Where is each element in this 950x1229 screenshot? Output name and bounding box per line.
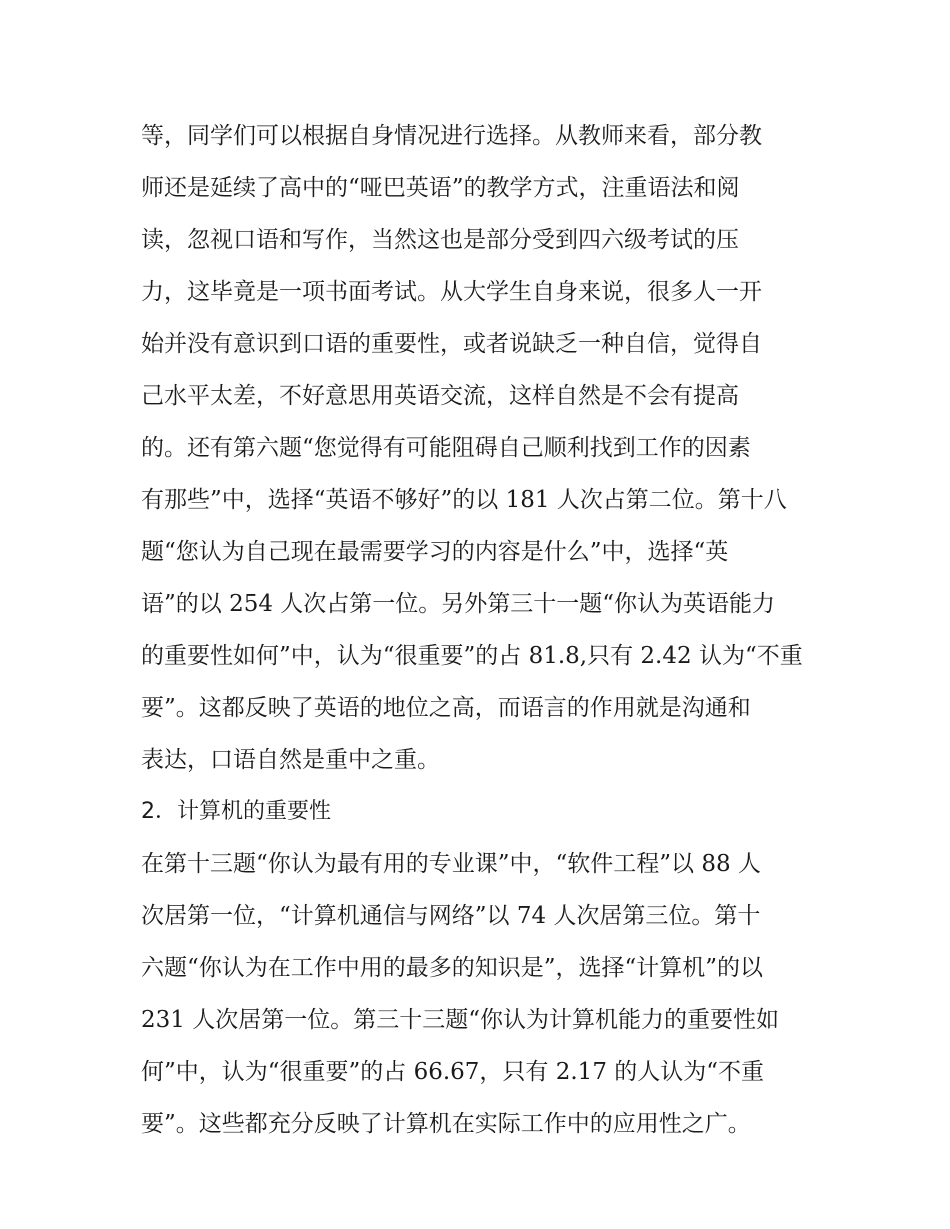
section-heading: 2．计算机的重要性 (141, 799, 331, 824)
paragraph-2-line: 次居第一位，“计算机通信与网络”以 74 人次居第三位。第十 (141, 903, 761, 929)
paragraph-1-line: 己水平太差，不好意思用英语交流，这样自然是不会有提高 (141, 383, 739, 409)
paragraph-2-line: 何”中，认为“很重要”的占 66.67，只有 2.17 的人认为“不重 (141, 1059, 765, 1085)
paragraph-1-line: 表达，口语自然是重中之重。 (141, 747, 440, 773)
paragraph-2-line: 在第十三题“你认为最有用的专业课”中，“软件工程”以 88 人 (141, 851, 761, 877)
paragraph-1-line: 的重要性如何”中，认为“很重要”的占 81.8,只有 2.42 认为“不重 (141, 643, 803, 669)
paragraph-1-line: 有那些”中，选择“英语不够好”的以 181 人次占第二位。第十八 (141, 487, 787, 513)
body-text (141, 110, 821, 1150)
paragraph-1-line: 的。还有第六题“您觉得有可能阻碍自己顺利找到工作的因素 (141, 435, 751, 461)
paragraph-2-line: 六题“你认为在工作中用的最多的知识是”，选择“计算机”的以 (141, 955, 764, 981)
paragraph-1-line: 要”。这都反映了英语的地位之高，而语言的作用就是沟通和 (141, 695, 751, 721)
paragraph-1-line: 题“您认为自己现在最需要学习的内容是什么”中，选择“英 (141, 539, 729, 565)
paragraph-1-line: 读，忽视口语和写作，当然这也是部分受到四六级考试的压 (141, 227, 739, 253)
paragraph-2-line: 要”。这些都充分反映了计算机在实际工作中的应用性之广。 (141, 1111, 751, 1137)
paragraph-1-line: 师还是延续了高中的“哑巴英语”的教学方式，注重语法和阅 (141, 175, 740, 201)
paragraph-1-line: 始并没有意识到口语的重要性，或者说缺乏一种自信，觉得自 (141, 331, 762, 357)
paragraph-1-line: 语”的以 254 人次占第一位。另外第三十一题“你认为英语能力 (141, 591, 776, 617)
paragraph-1-line: 力，这毕竟是一项书面考试。从大学生自身来说，很多人一开 (141, 279, 762, 305)
paragraph-1-line: 等，同学们可以根据自身情况进行选择。从教师来看，部分教 (141, 123, 762, 149)
paragraph-2-line: 231 人次居第一位。第三十三题“你认为计算机能力的重要性如 (141, 1007, 779, 1033)
